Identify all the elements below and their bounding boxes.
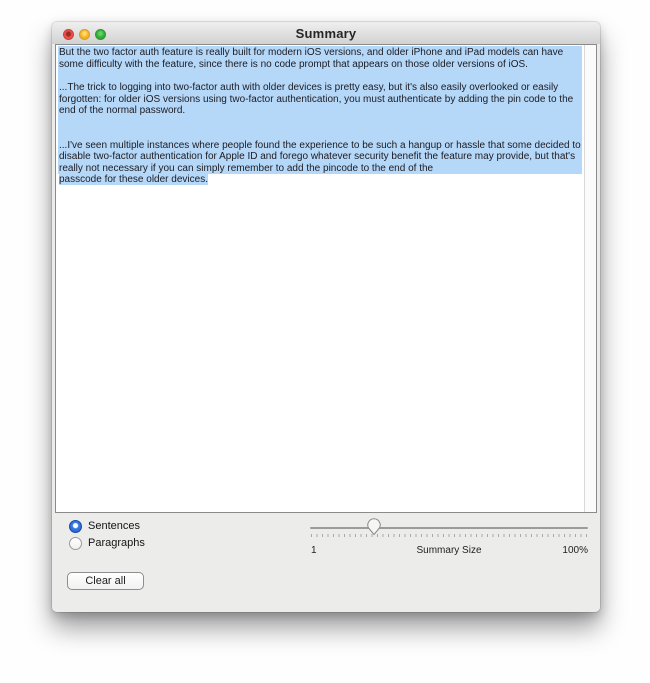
traffic-lights xyxy=(63,29,106,40)
paragraph: ...I've seen multiple instances where people found the experience to be such a hangup or hassle that some decided to disable two-factor authentication for Apple ID and forego whatever security benefit the feature may provide, but that's really not necessary if you can simply remember to add the pincode to the end of the xyxy=(59,139,581,174)
bottom-control-panel xyxy=(52,513,600,612)
minimize-icon[interactable] xyxy=(79,29,90,40)
paragraph: But the two factor auth feature is really built for modern iOS versions, and older iPhone and iPad models can have some difficulty with the feature, since there is no code prompt that appears on those older versions of iOS. xyxy=(59,47,564,70)
window-title: Summary xyxy=(295,26,357,41)
slider-track[interactable] xyxy=(310,527,588,529)
title-bar[interactable] xyxy=(52,22,600,44)
summary-size-slider[interactable] xyxy=(310,521,588,547)
text-content xyxy=(58,46,582,186)
summary-window xyxy=(52,22,600,612)
vertical-scrollbar[interactable] xyxy=(584,45,596,512)
selected-text-block xyxy=(58,46,582,174)
slider-labels xyxy=(310,545,588,557)
clear-all-button[interactable]: Clear all xyxy=(67,572,144,590)
radio-selected-icon[interactable] xyxy=(69,520,82,533)
slider-max-label: 100% xyxy=(562,545,588,556)
slider-min-label: 1 xyxy=(311,545,317,556)
zoom-icon[interactable] xyxy=(95,29,106,40)
radio-option-paragraphs[interactable]: Paragraphs xyxy=(69,536,145,550)
slider-title: Summary Size xyxy=(416,545,482,556)
paragraph-last-line: passcode for these older devices. xyxy=(59,174,208,185)
slider-tick-marks xyxy=(311,534,588,537)
paragraph: ...The trick to logging into two-factor auth with older devices is pretty easy, but it's also easily overlooked or easily forgotten: for older iOS versions using two-factor authentication, you must authenticate by adding the pin code to the end of the normal password. xyxy=(59,82,574,116)
radio-unselected-icon[interactable] xyxy=(69,537,82,550)
summary-text-area[interactable] xyxy=(55,44,597,513)
slider-thumb[interactable] xyxy=(366,518,382,536)
radio-option-sentences[interactable]: Sentences xyxy=(69,519,140,533)
close-icon[interactable] xyxy=(63,29,74,40)
